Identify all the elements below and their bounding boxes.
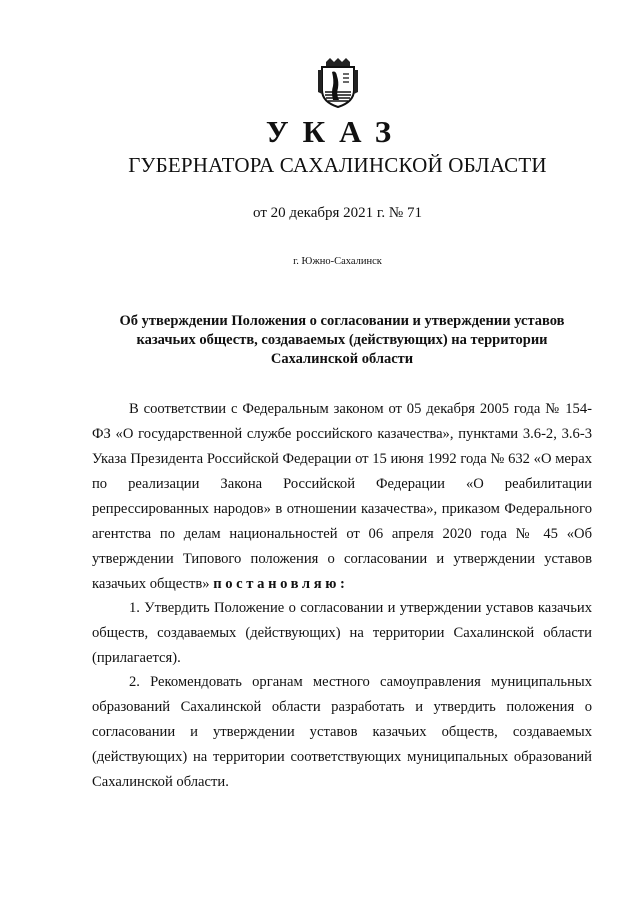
- item-1-paragraph: [92, 596, 592, 671]
- heading-line-1: Об утверждении Положения о согласовании и утверждении уставов: [119, 313, 565, 329]
- item-1-text: 1. Утвердить Положение о согласовании и утверждении уставов казачьих обществ, создаваемых (действующих) на территории Сахалинской области (прилагается).: [92, 600, 592, 666]
- date-and-number: от 20 декабря 2021 г. № 71: [253, 205, 422, 221]
- city-name: г. Южно-Сахалинск: [293, 256, 382, 267]
- issuer-title: ГУБЕРНАТОРА САХАЛИНСКОЙ ОБЛАСТИ: [128, 153, 547, 177]
- decree-word: постановляю:: [213, 576, 349, 592]
- item-2-paragraph: [92, 670, 592, 795]
- preamble-text: В соответствии с Федеральным законом от 05 декабря 2005 года № 154-ФЗ «О государственной службе российского казачества», пунктами 3.6-2, 3.6-3 Указа Президента Российской Федерации от 15 июня 1992 года № 632 «О мерах по реализации Закона Российской Федерации «О реабилитации репрессированных народов» в отношении казачества», приказом Федерального агентства по делам национальностей от 06 апреля 2020 года № 45 «Об утверждении Типового положения о согласовании и утверждении уставов казачьих обществ»: [92, 401, 592, 592]
- item-2-text: 2. Рекомендовать органам местного самоуправления муниципальных образований Сахалинской области разработать и утвердить положения о согласовании и утверждении уставов казачьих обществ, создаваемых (действующих) на территории соответствующих муниципальных образований Сахалинской области.: [92, 674, 592, 790]
- document-title: УКАЗ: [265, 114, 406, 149]
- decree-heading: [92, 312, 592, 369]
- heading-line-3: Сахалинской области: [270, 351, 414, 367]
- coat-of-arms-emblem: [316, 58, 360, 108]
- heading-line-2: казачьих обществ, создаваемых (действующих) на территории: [136, 332, 548, 348]
- preamble-paragraph: [92, 397, 592, 597]
- coat-of-arms-icon: [316, 58, 360, 108]
